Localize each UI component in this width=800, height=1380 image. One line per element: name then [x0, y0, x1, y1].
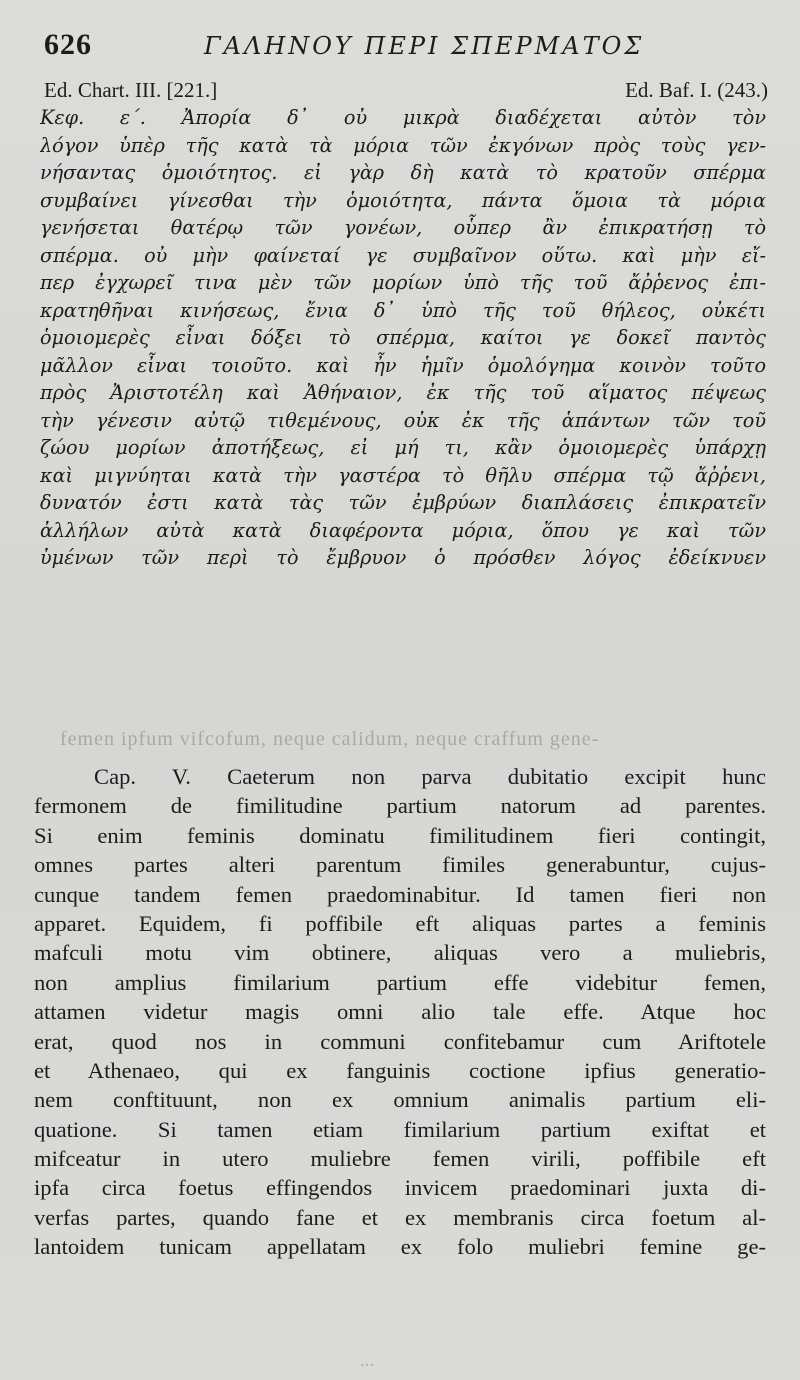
greek-line: δυνατόν ἐστι κατὰ τὰς τῶν ἐμβρύων διαπλάσεις ἐπικρατεῖν	[40, 491, 766, 514]
greek-line: συμβαίνει γίνεσθαι τὴν ὁμοιότητα, πάντα ὅμοια τὰ μόρια	[40, 188, 766, 212]
greek-line: Κεφ. ε΄. Ἀπορία δ᾽ οὐ μικρὰ διαδέχεται αὐτὸν τὸν	[40, 106, 766, 129]
greek-line: ζώου μορίων ἀποτήξεως, εἰ μή τι, κἂν ὁμοιομερὲς ὑπάρχῃ	[40, 436, 766, 459]
greek-line: κρατηθῆναι κινήσεως, ἔνια δ᾽ ὑπὸ τῆς τοῦ θήλεος, οὐκέτι	[40, 298, 766, 322]
latin-line: fermonem de fimilitudine partium natorum ad parentes.	[34, 793, 766, 819]
greek-line: καὶ μιγνύηται κατὰ τὴν γαστέρα τὸ θῆλυ σπέρμα τῷ ἄῤῥενι,	[40, 463, 766, 487]
page-header	[44, 28, 764, 64]
latin-line: ipfa circa foetus effingendos invicem praedominari juxta di-	[34, 1175, 766, 1201]
latin-line: lantoidem tunicam appellatam ex folo muliebri femine ge-	[34, 1234, 766, 1260]
greek-line: ἀλλήλων αὐτὰ κατὰ διαφέροντα μόρια, ὅπου γε καὶ τῶν	[40, 518, 766, 542]
latin-line: Si enim feminis dominatu fimilitudinem fieri contingit,	[34, 822, 766, 848]
latin-line: mafculi motu vim obtinere, aliquas vero a muliebris,	[34, 940, 766, 966]
greek-line: νήσαντας ὁμοιότητος. εἰ γὰρ δὴ κατὰ τὸ κρατοῦν σπέρμα	[40, 161, 766, 184]
bleed-through-text: femen ipfum vifcofum, neque calidum, neque craffum gene-	[60, 728, 600, 750]
latin-line: apparet. Equidem, fi poffibile eft aliquas partes a feminis	[34, 910, 766, 936]
latin-line: mifceatur in utero muliebre femen virili, poffibile eft	[34, 1146, 766, 1172]
latin-text-block	[34, 762, 766, 1262]
latin-line: omnes partes alteri parentum fimiles generabuntur, cujus-	[34, 852, 766, 878]
greek-line: πρὸς Ἀριστοτέλη καὶ Ἀθήναιον, ἐκ τῆς τοῦ αἵματος πέψεως	[40, 381, 766, 404]
greek-line: περ ἐγχωρεῖ τινα μὲν τῶν μορίων ὑπὸ τῆς τοῦ ἄῤῥενος ἐπι-	[40, 271, 766, 294]
latin-line: cunque tandem femen praedominabitur. Id tamen fieri non	[34, 881, 766, 907]
page-number: 626	[44, 28, 92, 61]
latin-line: verfas partes, quando fane et ex membranis circa foetum al-	[34, 1204, 766, 1230]
greek-text-block	[40, 104, 766, 572]
edition-reference-left: Ed. Chart. III. [221.]	[44, 78, 218, 102]
edition-reference-right: Ed. Baf. I. (243.)	[625, 78, 768, 102]
greek-line: λόγον ὑπὲρ τῆς κατὰ τὰ μόρια τῶν ἐκγόνων πρὸς τοὺς γεν-	[40, 133, 766, 157]
greek-line: σπέρμα. οὐ μὴν φαίνεταί γε συμβαῖνον οὕτω. καὶ μὴν εἴ-	[40, 243, 766, 267]
latin-line: erat, quod nos in communi confitebamur cum Ariftotele	[34, 1028, 766, 1054]
greek-line: ὁμοιομερὲς εἶναι δόξει τὸ σπέρμα, καίτοι γε δοκεῖ παντὸς	[40, 326, 766, 349]
greek-line: μᾶλλον εἶναι τοιοῦτο. καὶ ἦν ἡμῖν ὁμολόγημα κοινὸν τοῦτο	[40, 353, 766, 377]
running-title: ΓΑΛΗΝΟΥ ΠΕΡΙ ΣΠΕΡΜΑΤΟΣ	[204, 32, 645, 60]
latin-line: attamen videtur magis omni alio tale effe. Atque hoc	[34, 999, 766, 1025]
latin-line: Cap. V. Caeterum non parva dubitatio excipit hunc	[94, 764, 766, 789]
greek-line: τὴν γένεσιν αὐτῷ τιθεμένους, οὐκ ἐκ τῆς ἁπάντων τῶν τοῦ	[40, 408, 766, 432]
latin-line: nem conftituunt, non ex omnium animalis partium eli-	[34, 1087, 766, 1113]
bleed-through-text-bottom: ...	[360, 1350, 375, 1371]
greek-line: ὑμένων τῶν περὶ τὸ ἔμβρυον ὁ πρόσθεν λόγος ἐδείκνυεν	[40, 546, 766, 569]
greek-line: γενήσεται θατέρῳ τῶν γονέων, οὗπερ ἂν ἐπικρατήσῃ τὸ	[40, 216, 766, 239]
latin-line: quatione. Si tamen etiam fimilarium partium exiftat et	[34, 1116, 766, 1142]
latin-line: non amplius fimilarium partium effe videbitur femen,	[34, 969, 766, 995]
latin-line: et Athenaeo, qui ex fanguinis coctione ipfius generatio-	[34, 1057, 766, 1083]
